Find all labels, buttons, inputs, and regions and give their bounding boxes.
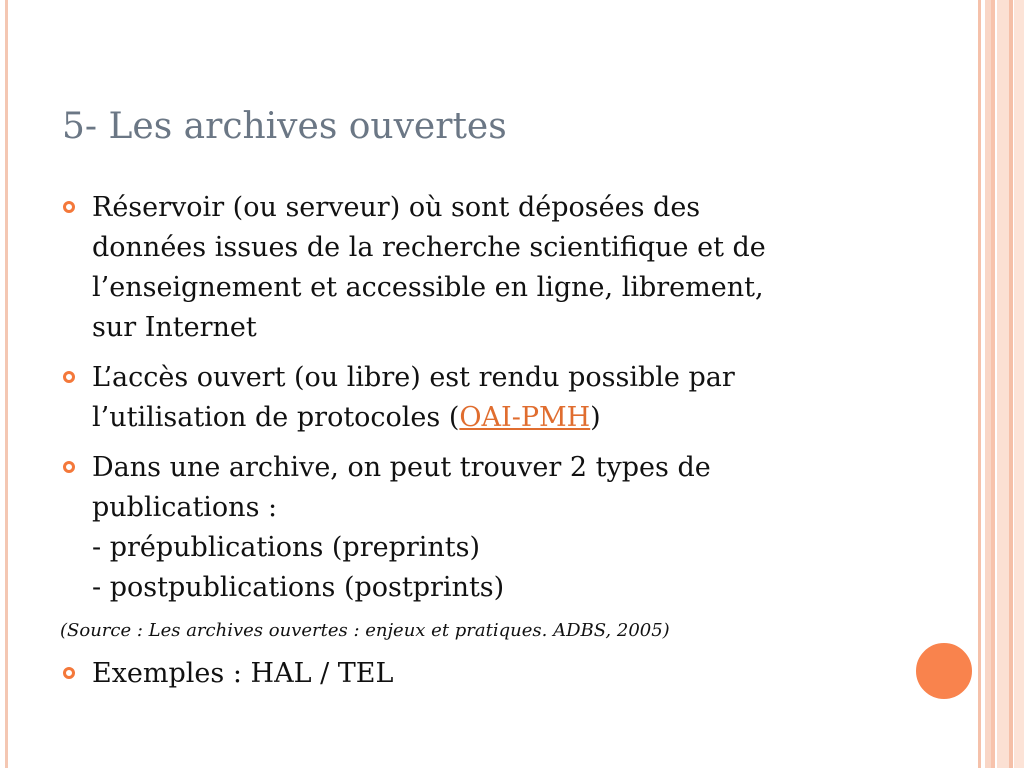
source-citation: (Source : Les archives ouvertes : enjeux et pratiques. ADBS, 2005) xyxy=(60,620,670,641)
bullet-text: Exemples : HAL / TEL xyxy=(92,658,394,689)
accent-circle xyxy=(913,640,975,702)
bullet-text: Dans une archive, on peut trouver 2 types de publications : - prépublications (preprints) - postpublications (postprints) xyxy=(92,452,711,603)
slide-body xyxy=(62,188,862,704)
decor-stripe xyxy=(1009,0,1013,768)
bullet-item xyxy=(62,448,862,608)
bullet-ring-icon xyxy=(63,667,75,679)
decor-stripe xyxy=(1014,0,1024,768)
bullet-item xyxy=(62,188,862,348)
left-frame-line xyxy=(5,0,8,768)
slide-title: 5- Les archives ouvertes xyxy=(62,106,507,147)
bullet-item xyxy=(62,654,862,694)
bullet-text: Réservoir (ou serveur) où sont déposées des données issues de la recherche scientifique et de l’enseignement et accessible en ligne, librement, sur Internet xyxy=(92,192,766,343)
bullet-text: L’accès ouvert (ou libre) est rendu possible par l’utilisation de protocoles (OAI-PMH) xyxy=(92,362,735,433)
decor-stripe xyxy=(991,0,995,768)
bullet-ring-icon xyxy=(63,371,75,383)
bullet-ring-icon xyxy=(63,461,75,473)
bullet-ring-icon xyxy=(63,201,75,213)
bullet-item xyxy=(62,358,862,438)
oai-pmh-link[interactable]: OAI-PMH xyxy=(459,402,591,433)
decor-stripe xyxy=(997,0,1009,768)
decor-stripe xyxy=(978,0,981,768)
